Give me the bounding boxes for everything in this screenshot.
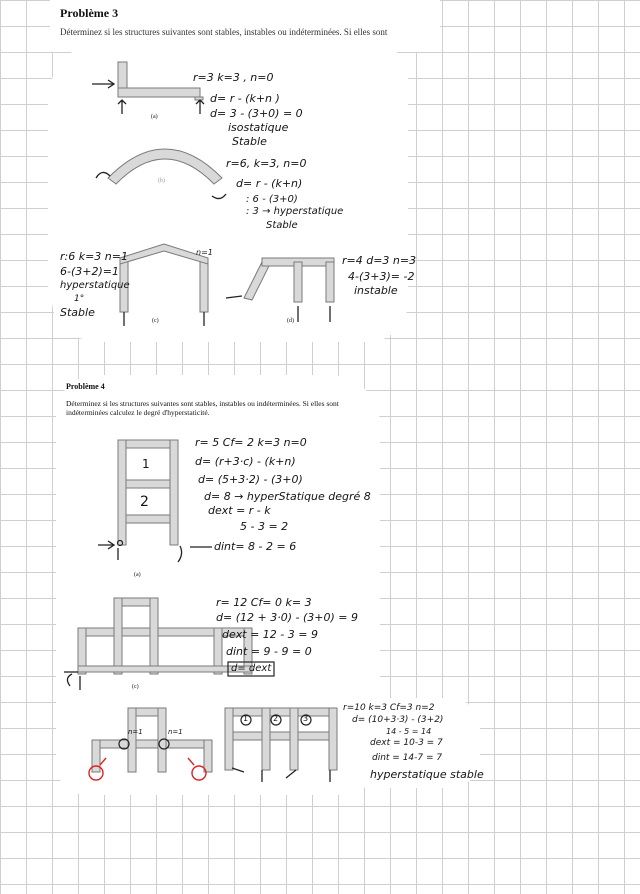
p3b-line3: : 6 - (3+0)	[246, 194, 298, 205]
p4c-mark2: 2	[273, 714, 279, 723]
p3-caption-d: (d)	[287, 318, 294, 324]
p4-caption-a: (a)	[134, 572, 141, 578]
p4c-line2: d= (10+3·3) - (3+2)	[352, 715, 444, 725]
p3b-line5: Stable	[266, 220, 298, 231]
p4c-line4: dext = 10-3 = 7	[370, 738, 443, 748]
p3b-line1: r=6, k=3, n=0	[226, 157, 307, 170]
p4c-n2: n=1	[168, 728, 183, 736]
p3-caption-c: (c)	[152, 318, 159, 324]
p3b-line4: : 3 → hyperstatique	[246, 206, 344, 217]
p3c-line3: hyperstatique	[60, 280, 130, 291]
p3c-line1: r:6 k=3 n=1	[60, 250, 128, 263]
p4b-line1: r= 12 Cf= 0 k= 3	[216, 596, 312, 609]
problem3-statement: Déterminez si les structures suivantes sont stables, instables ou indéterminées. Si elles sont	[60, 27, 388, 37]
p4a-line4: d= 8 → hyperStatique degré 8	[204, 490, 371, 503]
problem4-statement: Déterminez si les structures suivantes sont stables, instables ou indéterminées. Si elles sont indéterminées calculez le degré d'hyperstaticité.	[66, 399, 339, 417]
p4b-line4: dint = 9 - 9 = 0	[226, 645, 312, 658]
p4c-mark3: 3	[303, 714, 309, 723]
p4c-line1: r=10 k=3 Cf=3 n=2	[343, 703, 435, 713]
p3a-line2: d= r - (k+n )	[210, 92, 280, 105]
problem4-title: Problème 4	[66, 382, 105, 391]
p3d-line1: r=4 d=3 n=3	[342, 254, 417, 267]
p4b-line2: d= (12 + 3·0) - (3+0) = 9	[216, 611, 358, 624]
p4c-mark1: 1	[243, 714, 249, 723]
p4b-line3: dext = 12 - 3 = 9	[222, 628, 318, 641]
p4-caption-c: (c)	[132, 684, 139, 690]
p4a-line3: d= (5+3·2) - (3+0)	[198, 473, 303, 486]
p3c-line2: 6-(3+2)=1	[60, 265, 119, 278]
p4a-line2: d= (r+3·c) - (k+n)	[195, 455, 296, 468]
p3-caption-b: (b)	[158, 178, 165, 184]
p3d-line2: 4-(3+3)= -2	[348, 270, 415, 283]
problem3-title: Problème 3	[60, 6, 119, 20]
p3-caption-a: (a)	[151, 114, 158, 120]
p4a-line1: r= 5 Cf= 2 k=3 n=0	[195, 436, 307, 449]
p4a-line5: dext = r - k	[208, 504, 271, 517]
p3b-line2: d= r - (k+n)	[236, 177, 303, 190]
p4a-panel2: 2	[140, 494, 149, 510]
p3d-line3: instable	[354, 284, 398, 297]
p4b-line5: d= dext	[231, 663, 272, 674]
p3c-line5: Stable	[60, 306, 95, 319]
p4a-panel1: 1	[142, 457, 150, 471]
p3c-line4: 1°	[74, 294, 85, 304]
p4c-n1: n=1	[128, 728, 143, 736]
p4a-line6: 5 - 3 = 2	[240, 520, 289, 533]
p3c-nlabel: n=1	[196, 248, 213, 257]
p3a-line3: d= 3 - (3+0) = 0	[210, 107, 303, 120]
p4a-line7: dint= 8 - 2 = 6	[214, 540, 297, 553]
p4c-line5: dint = 14-7 = 7	[372, 753, 443, 763]
p3a-line1: r=3 k=3 , n=0	[193, 71, 274, 84]
p4c-line3: 14 - 5 = 14	[386, 727, 432, 736]
p4c-line6: hyperstatique stable	[370, 768, 484, 781]
p3a-line5: Stable	[232, 135, 267, 148]
p3a-line4: isostatique	[228, 121, 289, 134]
